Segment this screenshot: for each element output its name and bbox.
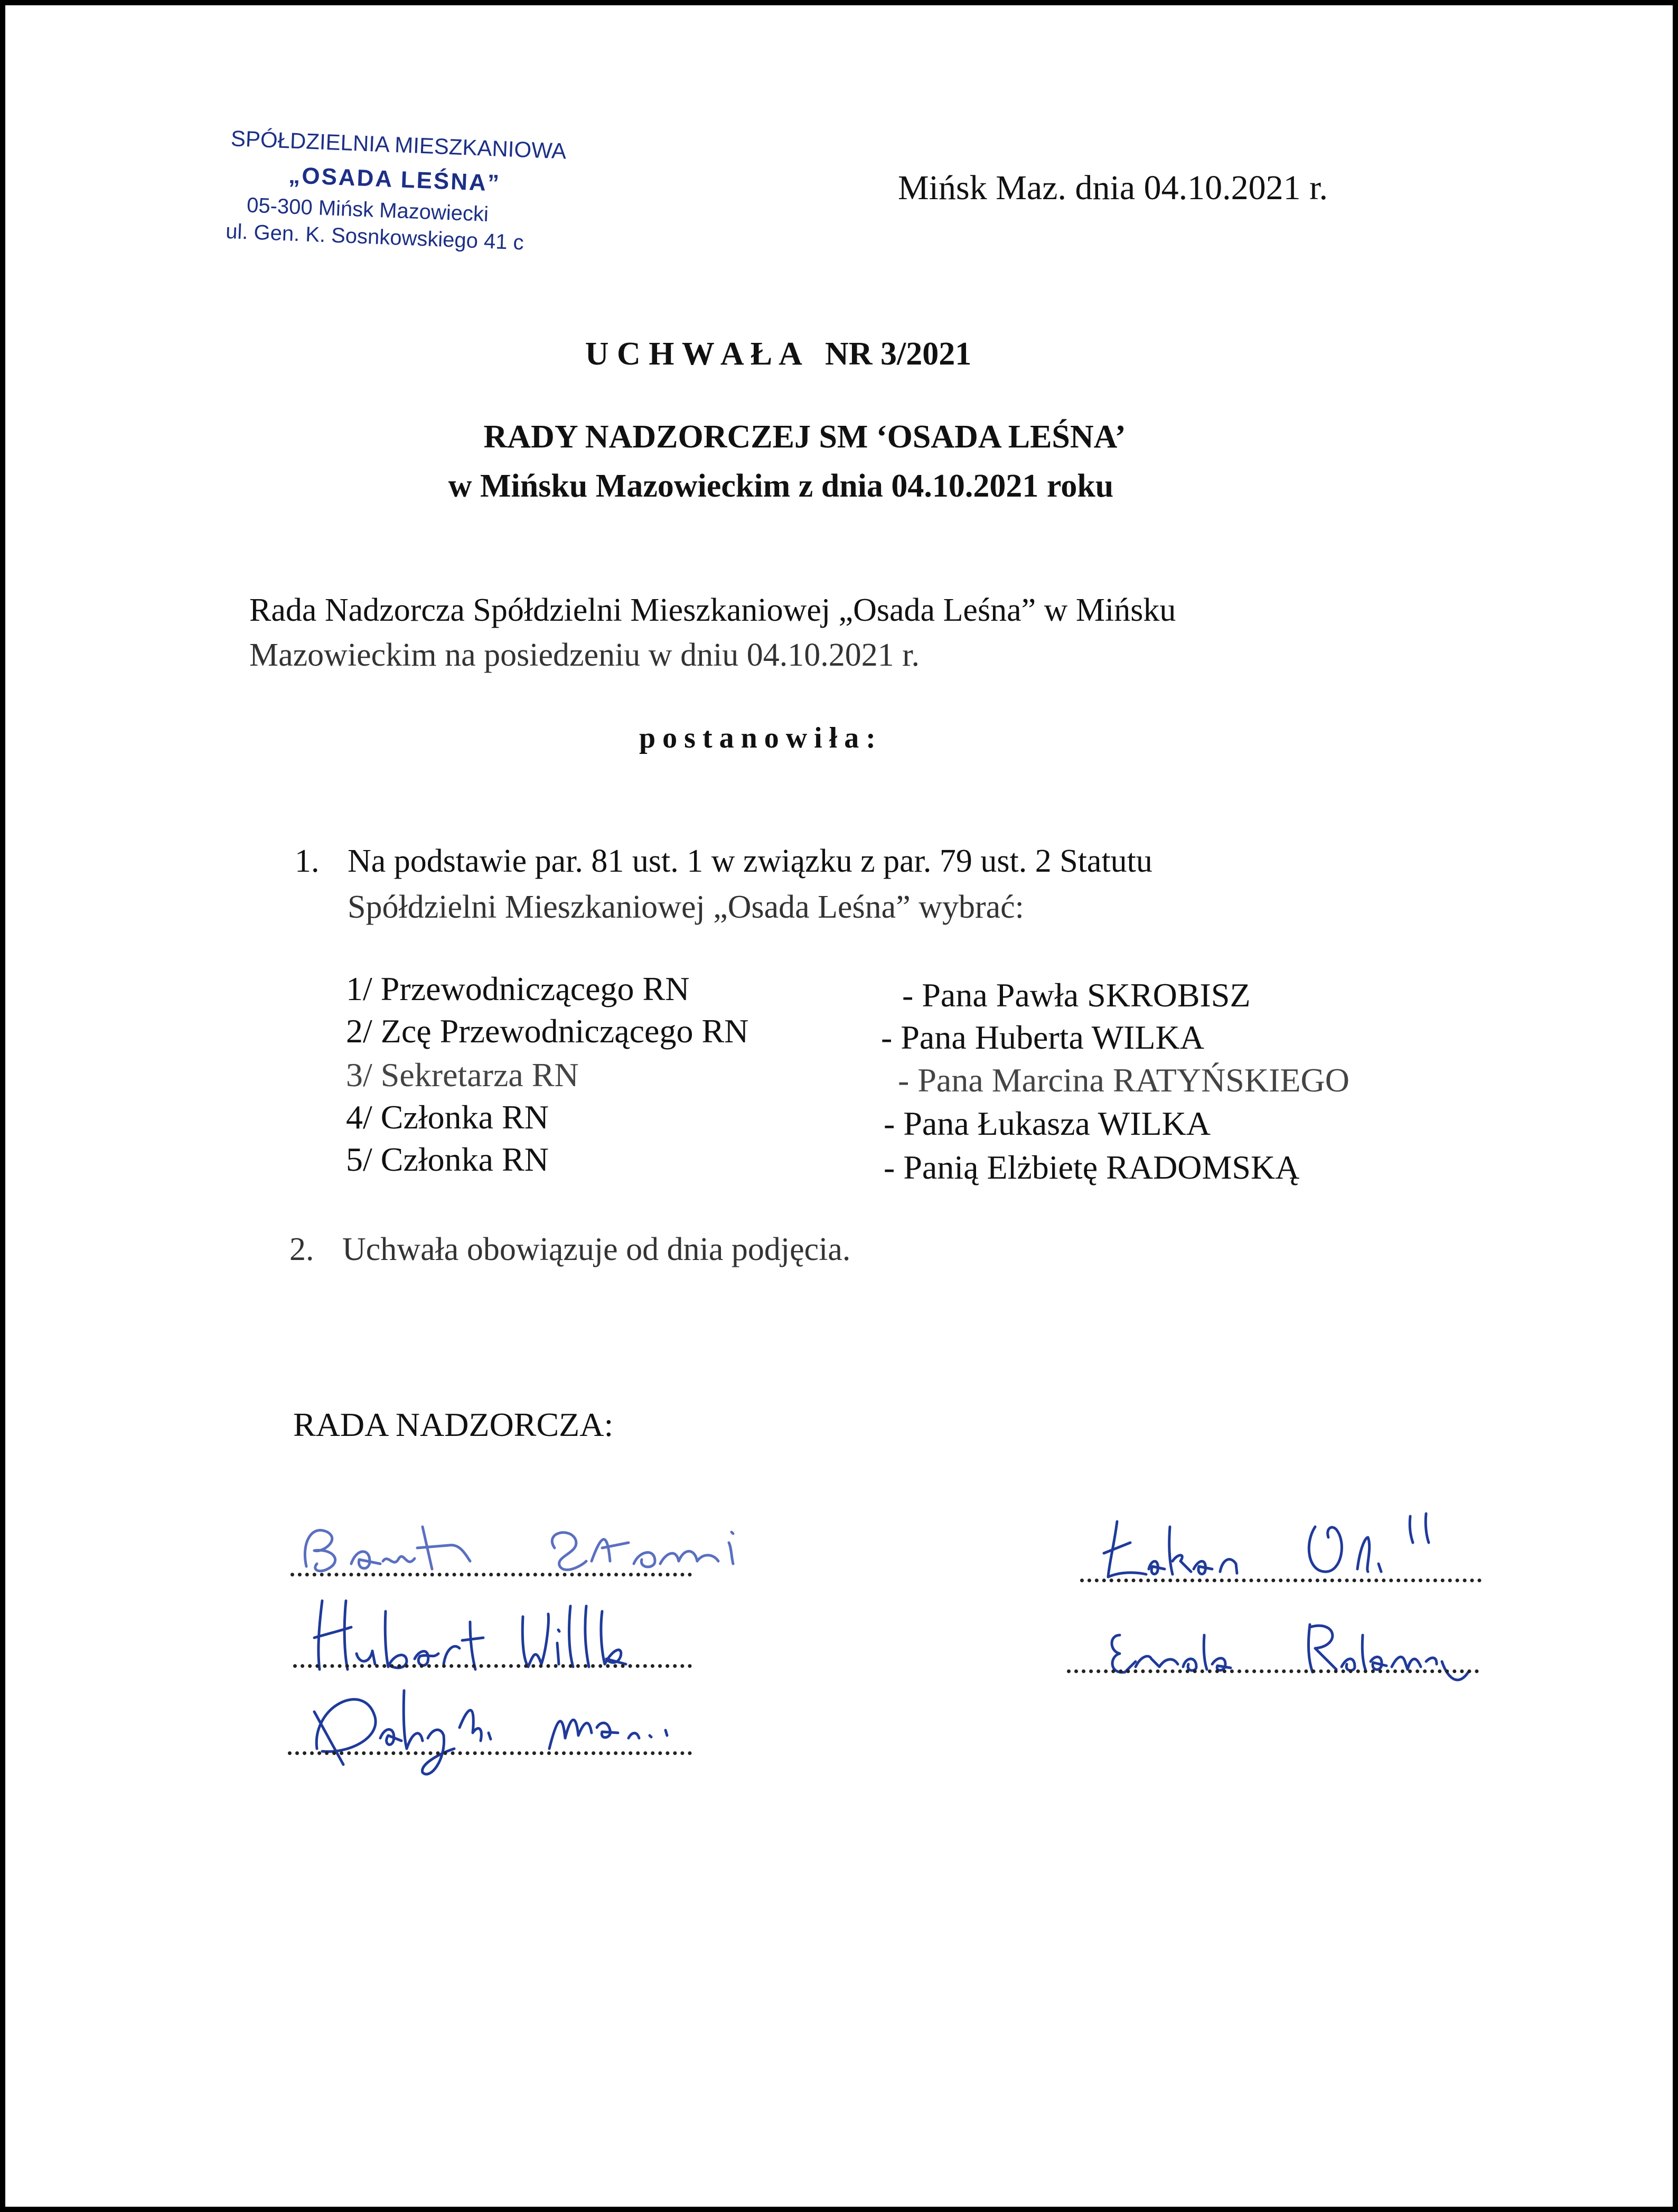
signature-line	[290, 1573, 692, 1576]
stamp-line-street: ul. Gen. K. Sosnkowskiego 41 c	[225, 219, 524, 255]
supervisory-board-label: RADA NADZORCZA:	[293, 1406, 614, 1443]
item-2-number: 2.	[289, 1231, 314, 1267]
signature-line	[1067, 1669, 1479, 1673]
decided-heading: postanowiła:	[639, 722, 883, 754]
elected-person: - Pana Marcina RATYŃSKIEGO	[898, 1061, 1349, 1099]
resolution-subtitle: RADY NADZORCZEJ SM ‘OSADA LEŚNA’	[483, 419, 1126, 455]
signature-line	[293, 1664, 692, 1668]
role-label: 1/ Przewodniczącego RN	[346, 970, 690, 1007]
intro-line-2: Mazowieckim na posiedzeniu w dniu 04.10.2021 r.	[249, 637, 920, 673]
election-row	[346, 1056, 1455, 1100]
item-2-line-1: Uchwała obowiązuje od dnia podjęcia.	[342, 1231, 851, 1267]
signature-elzbieta-radomska	[1099, 1603, 1489, 1688]
election-row	[346, 1012, 1455, 1057]
item-1-line-1: Na podstawie par. 81 ust. 1 w związku z par. 79 ust. 2 Statutu	[348, 843, 1152, 879]
election-row	[346, 1098, 1455, 1143]
election-row	[346, 1140, 1455, 1185]
signature-lukasz-wilk	[1093, 1506, 1474, 1585]
resolution-title: U C H W A Ł A NR 3/2021	[585, 336, 972, 372]
stamp-line-city: 05-300 Mińsk Mazowiecki	[246, 193, 489, 226]
intro-line-1: Rada Nadzorcza Spółdzielni Mieszkaniowej „Osada Leśna” w Mińsku	[249, 592, 1176, 628]
signature-line	[1080, 1579, 1482, 1582]
elected-person: - Pana Huberta WILKA	[881, 1019, 1204, 1056]
stamp-line-name: SPÓŁDZIELNIA MIESZKANIOWA	[230, 126, 567, 164]
signature-marcin-ratynski	[301, 1675, 724, 1786]
role-label: 3/ Sekretarza RN	[346, 1056, 579, 1094]
role-label: 2/ Zcę Przewodniczącego RN	[346, 1012, 749, 1050]
stamp-line-brand: „OSADA LEŚNA”	[288, 162, 501, 197]
role-label: 5/ Członka RN	[346, 1141, 549, 1178]
cooperative-stamp	[225, 126, 599, 255]
item-1-line-2: Spółdzielni Mieszkaniowej „Osada Leśna” wybrać:	[348, 889, 1024, 925]
elected-person: - Pana Łukasza WILKA	[884, 1105, 1211, 1142]
item-1-number: 1.	[295, 843, 320, 879]
elected-person: - Panią Elżbietę RADOMSKĄ	[884, 1149, 1300, 1186]
signature-line	[288, 1751, 692, 1755]
resolution-subtitle-date: w Mińsku Mazowieckim z dnia 04.10.2021 roku	[448, 468, 1114, 504]
role-label: 4/ Członka RN	[346, 1098, 549, 1136]
election-row	[346, 969, 1455, 1014]
elected-person: - Pana Pawła SKROBISZ	[902, 976, 1251, 1014]
place-date: Mińsk Maz. dnia 04.10.2021 r.	[898, 169, 1328, 207]
